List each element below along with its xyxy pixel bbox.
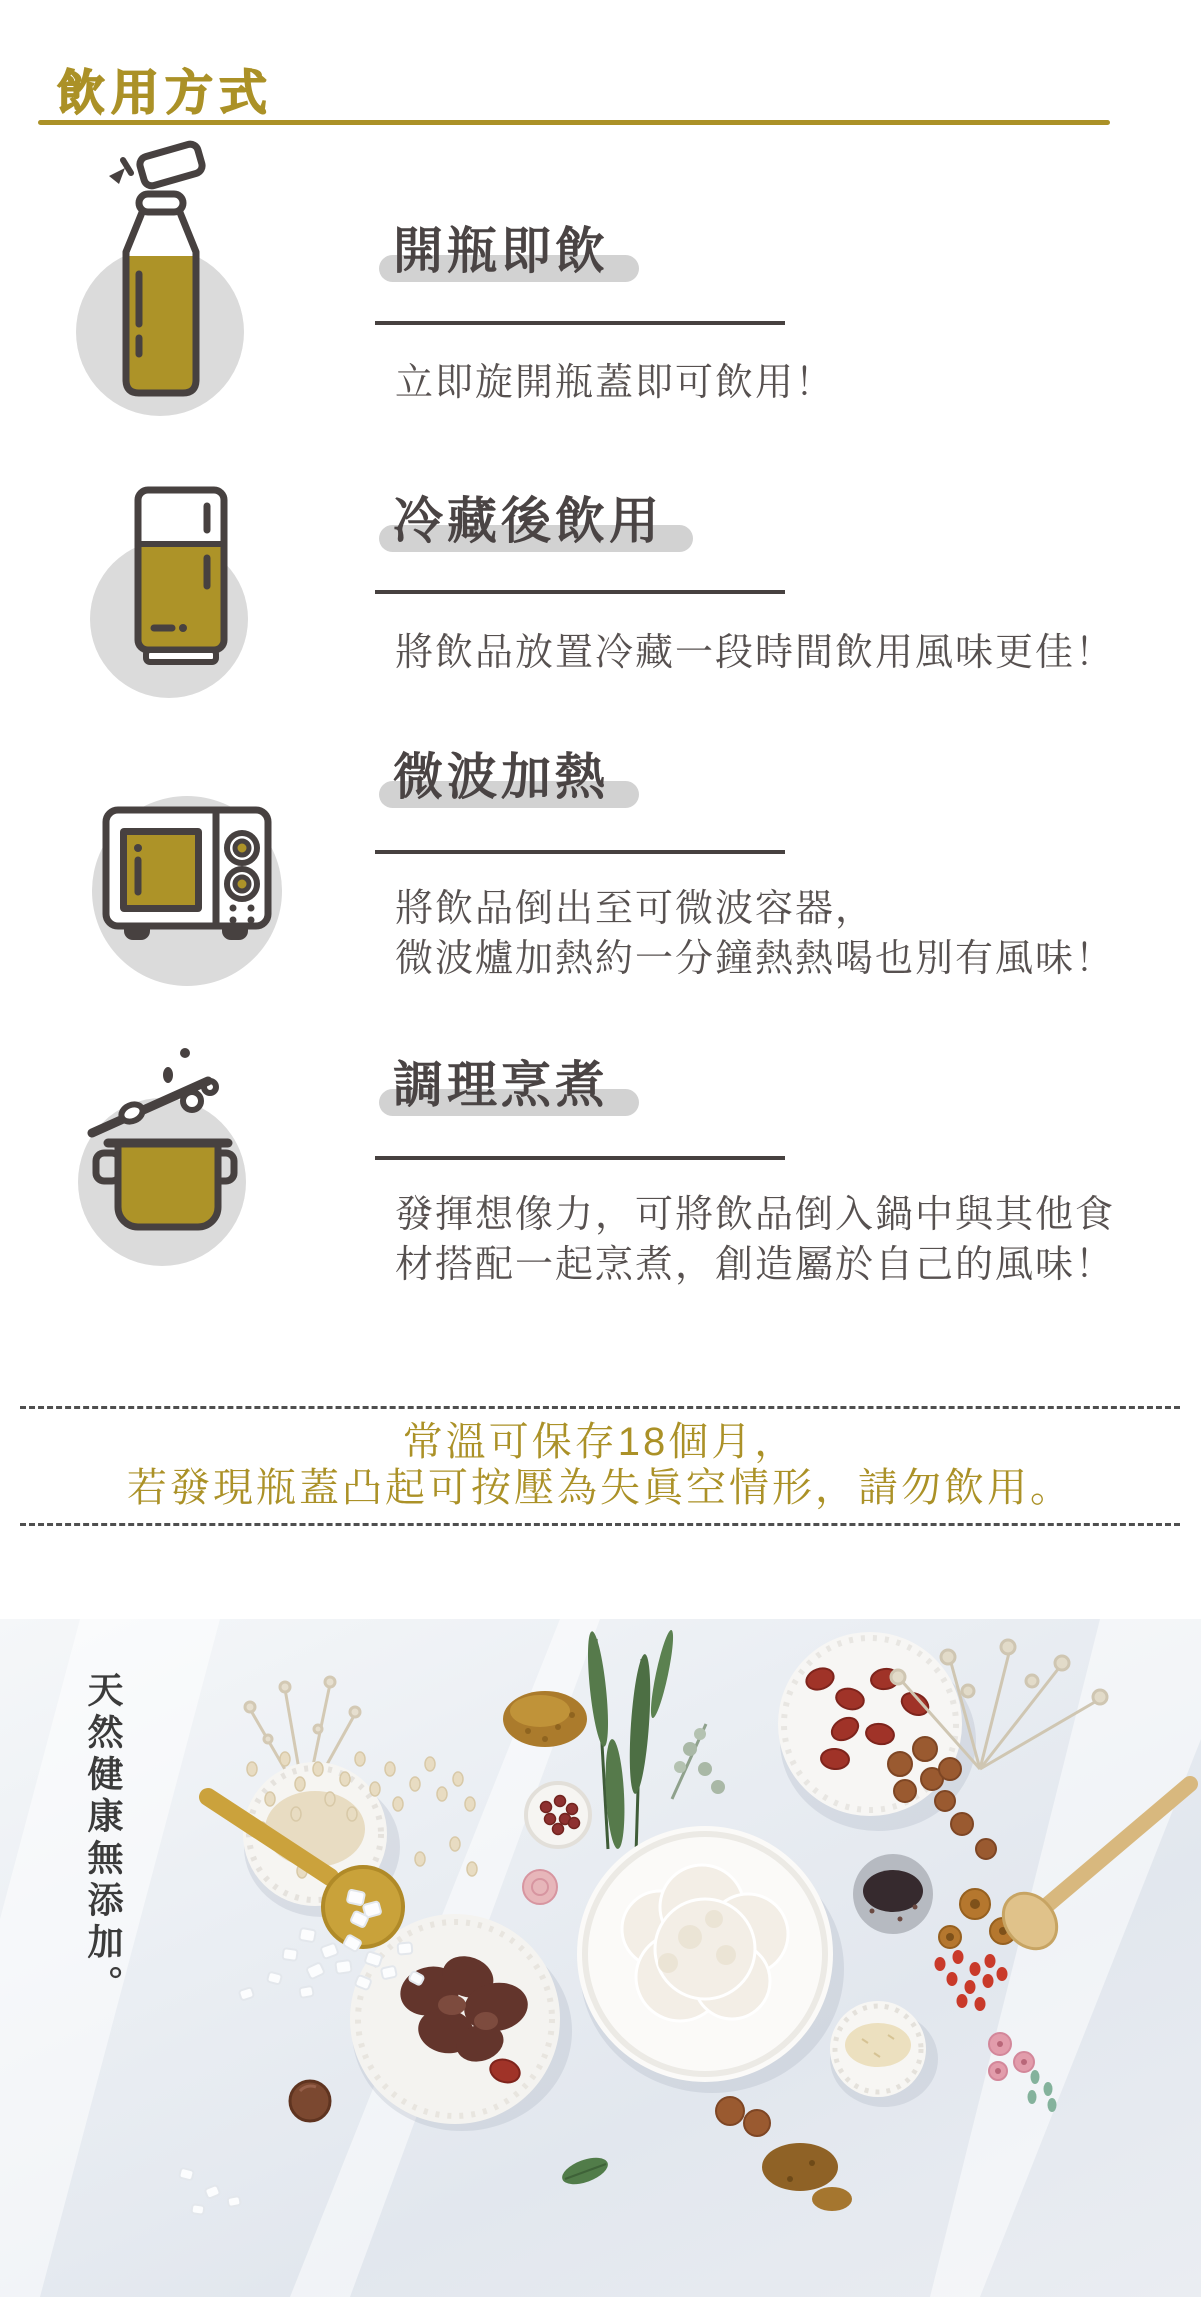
section-divider	[375, 850, 785, 854]
black-tea-plate	[853, 1854, 933, 1934]
usage-section-microwave	[0, 748, 1201, 1008]
section-divider	[375, 590, 785, 594]
usage-section-cook	[0, 1042, 1201, 1302]
title-underline	[38, 120, 1110, 125]
storage-note	[20, 1406, 1180, 1526]
red-bean-cup	[526, 1783, 590, 1847]
conifer-greenery	[584, 1629, 677, 1854]
bottle-icon	[95, 140, 225, 400]
photo-vertical-caption: 天然健康無添加。	[83, 1671, 123, 2007]
section-divider	[375, 1156, 785, 1160]
section-body: 將飲品放置冷藏一段時間飲用風味更佳！	[395, 632, 1116, 674]
goji-berries	[935, 1950, 1008, 2011]
longans-and-spice	[716, 2097, 852, 2211]
brown-sugar-pile	[503, 1691, 587, 1747]
usage-section-open-bottle	[0, 140, 1201, 440]
section-heading: 冷藏後飲用	[393, 493, 663, 549]
page-title: 飲用方式	[57, 67, 274, 120]
section-body: 立即旋開瓶蓋即可飲用！	[395, 362, 836, 404]
microwave-icon	[100, 802, 275, 962]
section-body: 發揮想像力，可將飲品倒入鍋中與其他食 材搭配一起烹煮，創造屬於自己的風味！	[395, 1194, 1116, 1286]
wood-ear-plate	[350, 1914, 560, 2124]
eucalyptus-sprig	[672, 1724, 725, 1799]
ingredients-photo	[0, 1619, 1201, 2297]
white-fungus-bowl	[577, 1826, 833, 2082]
section-divider	[375, 321, 785, 325]
green-leaf	[559, 2152, 612, 2189]
fridge-icon	[130, 486, 240, 676]
brown-nut	[290, 2081, 330, 2121]
pot-icon	[80, 1045, 250, 1245]
storage-note-line1: 常溫可保存18個月，	[402, 1420, 798, 1464]
section-heading: 開瓶即飲	[393, 223, 609, 279]
ingredients-illustration	[0, 1619, 1201, 2297]
sesame-bowl	[830, 2001, 926, 2097]
scattered-crystals	[179, 2168, 241, 2215]
usage-section-refrigerate	[0, 486, 1201, 716]
section-heading: 微波加熱	[393, 749, 609, 805]
section-body: 將飲品倒出至可微波容器， 微波爐加熱約一分鐘熱熱喝也別有風味！	[395, 888, 1116, 980]
storage-note-line2: 若發現瓶蓋凸起可按壓為失眞空情形，請勿飲用。	[127, 1466, 1073, 1510]
section-heading: 調理烹煮	[393, 1057, 609, 1113]
